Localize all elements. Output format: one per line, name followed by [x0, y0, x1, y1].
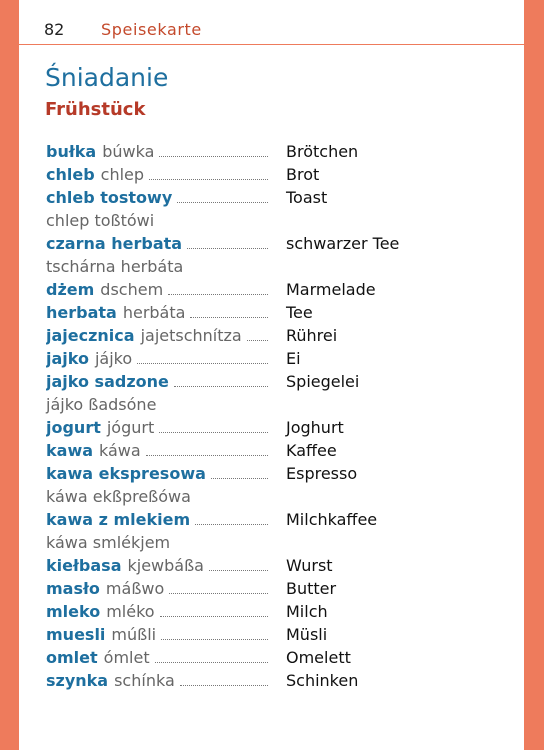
pronunciation: jájko	[94, 349, 133, 368]
german-translation: Kaffee	[286, 441, 337, 460]
dot-leader	[177, 201, 268, 203]
pronunciation: jógurt	[106, 418, 155, 437]
pronunciation: búwka	[102, 142, 155, 161]
dot-leader	[149, 178, 268, 180]
pronunciation: máßwo	[105, 579, 165, 598]
vocab-entry	[46, 438, 516, 461]
vocab-entry	[46, 622, 516, 645]
dot-leader	[169, 592, 268, 594]
section-title: Śniadanie	[45, 63, 169, 92]
vocab-entry	[46, 553, 516, 576]
dot-leader	[190, 316, 268, 318]
polish-term: jogurt	[46, 418, 101, 437]
pronunciation: kjewbáßa	[127, 556, 204, 575]
polish-term: kawa	[46, 441, 94, 460]
vocab-entry	[46, 645, 516, 668]
polish-term: chleb	[46, 165, 95, 184]
polish-term: bułka	[46, 142, 97, 161]
pronunciation: tschárna herbáta	[46, 257, 184, 276]
pronunciation: dschem	[100, 280, 164, 299]
german-translation: Omelett	[286, 648, 351, 667]
german-translation: Espresso	[286, 464, 358, 483]
dot-leader	[247, 339, 268, 341]
vocab-entry	[46, 231, 516, 277]
german-translation: Ei	[286, 349, 301, 368]
vocab-entry	[46, 185, 516, 231]
polish-term: muesli	[46, 625, 106, 644]
polish-term: dżem	[46, 280, 95, 299]
pronunciation: chlep toßtówi	[46, 211, 155, 230]
dot-leader	[159, 431, 268, 433]
dot-leader	[187, 247, 268, 249]
polish-term: jajko sadzone	[46, 372, 169, 391]
polish-term: omlet	[46, 648, 98, 667]
german-translation: Toast	[286, 188, 328, 207]
vocab-entry	[46, 599, 516, 622]
dot-leader	[159, 155, 268, 157]
german-translation: Brötchen	[286, 142, 359, 161]
pronunciation: ómlet	[103, 648, 150, 667]
german-translation: Milch	[286, 602, 328, 621]
polish-term: mleko	[46, 602, 101, 621]
german-translation: Brot	[286, 165, 320, 184]
pronunciation: chlep	[100, 165, 145, 184]
german-translation: Tee	[286, 303, 313, 322]
german-translation: Müsli	[286, 625, 328, 644]
pronunciation: jájko ßadsóne	[46, 395, 157, 414]
german-translation: Butter	[286, 579, 337, 598]
pronunciation: múßli	[111, 625, 157, 644]
dot-leader	[146, 454, 268, 456]
running-title: Speisekarte	[101, 20, 202, 39]
vocab-entry	[46, 277, 516, 300]
polish-term: jajko	[46, 349, 89, 368]
pronunciation: mléko	[106, 602, 155, 621]
dot-leader	[155, 661, 268, 663]
german-translation: Spiegelei	[286, 372, 360, 391]
dot-leader	[195, 523, 268, 525]
vocab-entry	[46, 507, 516, 553]
german-translation: Wurst	[286, 556, 333, 575]
vocab-entry	[46, 300, 516, 323]
vocab-entry	[46, 576, 516, 599]
polish-term: czarna herbata	[46, 234, 183, 253]
polish-term: kiełbasa	[46, 556, 122, 575]
vocab-entry	[46, 323, 516, 346]
pronunciation: káwa ekßpreßówa	[46, 487, 191, 506]
dot-leader	[209, 569, 268, 571]
dot-leader	[174, 385, 268, 387]
vocab-entry	[46, 415, 516, 438]
vocab-entry	[46, 369, 516, 415]
vocab-entry	[46, 139, 516, 162]
pronunciation: schínka	[114, 671, 175, 690]
polish-term: masło	[46, 579, 100, 598]
subsection-title: Frühstück	[45, 99, 146, 120]
german-translation: Milchkaffee	[286, 510, 378, 529]
vocab-entry	[46, 461, 516, 507]
polish-term: herbata	[46, 303, 117, 322]
pronunciation: káwa	[99, 441, 141, 460]
german-translation: Rührei	[286, 326, 338, 345]
dot-leader	[137, 362, 268, 364]
polish-term: kawa z mlekiem	[46, 510, 191, 529]
polish-term: szynka	[46, 671, 109, 690]
german-translation: Joghurt	[286, 418, 344, 437]
german-translation: Marmelade	[286, 280, 376, 299]
page-number: 82	[44, 20, 65, 39]
polish-term: kawa ekspresowa	[46, 464, 206, 483]
dot-leader	[211, 477, 268, 479]
polish-term: chleb tostowy	[46, 188, 173, 207]
dot-leader	[180, 684, 268, 686]
dot-leader	[160, 615, 268, 617]
german-translation: schwarzer Tee	[286, 234, 400, 253]
pronunciation: káwa smlékjem	[46, 533, 171, 552]
vocab-entry	[46, 668, 516, 691]
polish-term: jajecznica	[46, 326, 135, 345]
vocab-entry	[46, 346, 516, 369]
vocab-entry	[46, 162, 516, 185]
dot-leader	[168, 293, 268, 295]
german-translation: Schinken	[286, 671, 359, 690]
dot-leader	[161, 638, 268, 640]
pronunciation: herbáta	[122, 303, 186, 322]
pronunciation: jajetschnítza	[140, 326, 242, 345]
